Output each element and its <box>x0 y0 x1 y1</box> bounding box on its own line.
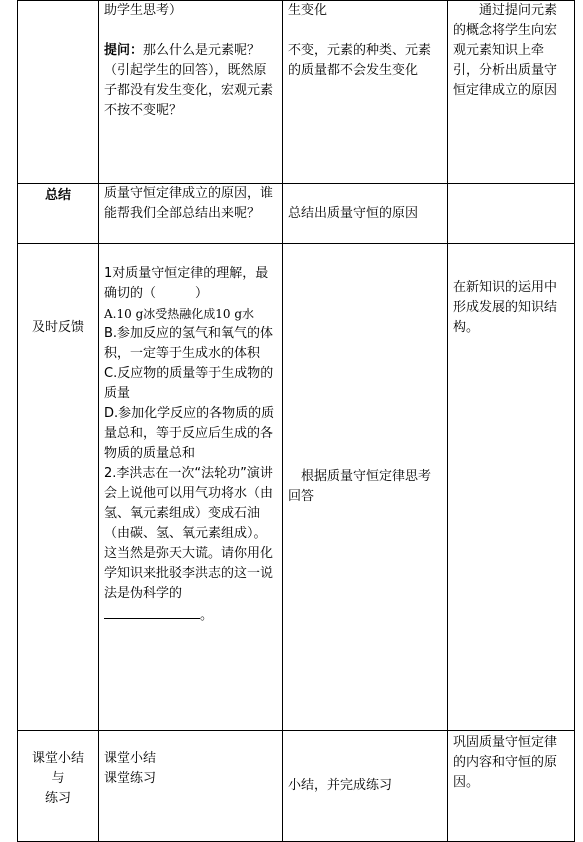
teacher-activity-cell <box>99 1 283 184</box>
stage-cell <box>18 1 99 184</box>
student-text: 小结，并完成练习 <box>288 778 393 793</box>
stage-label: 总结 <box>18 184 99 244</box>
option-d: D.参加化学反应的各物质的质量总和，等于反应后生成的各物质的质量总和 <box>104 406 275 461</box>
student-activity-cell <box>283 244 448 731</box>
intent-text: 在新知识的运用中形成发展的知识结构。 <box>453 280 558 335</box>
answer-blank <box>104 604 200 619</box>
option-c: C.反应物的质量等于生成物的质量 <box>104 366 274 401</box>
student-text: 生变化 <box>288 3 328 18</box>
teacher-activity-cell <box>99 244 283 731</box>
stage-label-line: 课堂小结 <box>31 751 84 766</box>
stage-label-line: 练习 <box>44 791 71 806</box>
student-text: 根据质量守恒定律思考回答 <box>288 469 432 504</box>
lesson-plan-table <box>17 0 575 842</box>
teacher-text: 质量守恒定律成立的原因，谁能帮我们全部总结出来呢？ <box>104 186 274 221</box>
table-row <box>18 1 575 184</box>
table-row <box>18 184 575 244</box>
option-b: B.参加反应的氢气和氧气的体积，一定等于生成水的体积 <box>104 326 274 361</box>
question-2-text: 2.李洪志在一次“法轮功”演讲会上说他可以用气功将水（由氢、氧元素组成）变成石油（由碳、氢、氧元素组成）。这当然是弥天大谎。请你用化学知识来批驳李洪志的这一说法是伪科学的 <box>104 466 274 601</box>
teacher-activity-cell <box>99 184 283 244</box>
intent-cell <box>448 184 575 244</box>
intent-cell <box>448 244 575 731</box>
student-text: 总结出质量守恒的原因 <box>288 205 419 221</box>
stage-label <box>18 731 99 842</box>
table-row <box>18 244 575 731</box>
stage-label: 及时反馈 <box>18 244 99 731</box>
teacher-text: 助学生思考） <box>104 3 183 18</box>
student-activity-cell <box>283 731 448 842</box>
question-label: 提问： <box>104 43 144 58</box>
question-text: 那么什么是元素呢？（引起学生的回答），既然原子都没有发生变化，宏观元素不按不变呢？ <box>104 43 274 118</box>
question-2-end: 。 <box>200 608 214 623</box>
student-activity-cell <box>283 184 448 244</box>
table-row <box>18 731 575 842</box>
student-text: 不变，元素的种类、元素的质量都不会发生变化 <box>288 43 432 78</box>
teacher-text: 课堂练习 <box>104 771 157 786</box>
question-1: 1对质量守恒定律的理解，最确切的（ ） <box>104 266 269 301</box>
intent-text: 通过提问元素的概念将学生向宏观元素知识上牵引，分析出质量守恒定律成立的原因 <box>453 3 558 98</box>
stage-label-line: 与 <box>51 771 65 786</box>
teacher-text: 课堂小结 <box>104 751 157 766</box>
teacher-question <box>104 41 277 121</box>
option-a: A.10 g冰受热融化成10 g水 <box>104 307 255 321</box>
intent-cell <box>448 731 575 842</box>
intent-text: 巩固质量守恒定律的内容和守恒的原因。 <box>453 735 558 790</box>
intent-cell <box>448 1 575 184</box>
teacher-activity-cell <box>99 731 283 842</box>
question-2 <box>104 464 277 626</box>
student-activity-cell <box>283 1 448 184</box>
